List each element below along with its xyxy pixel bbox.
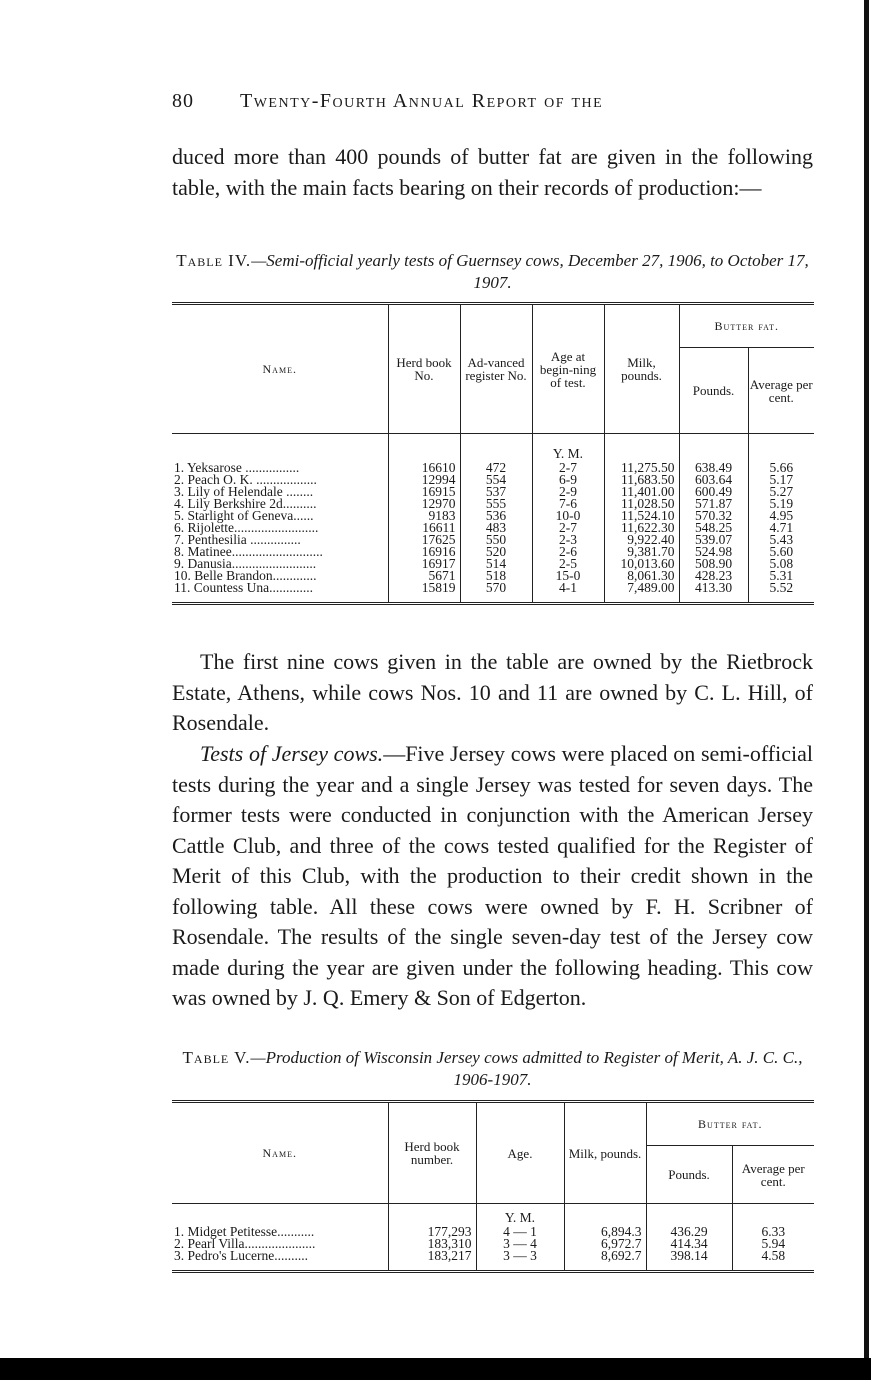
cell-herd: 9183 (388, 510, 460, 522)
cell-milk: 6,894.3 (564, 1226, 646, 1238)
cell-name: 3. Lily of Helendale ........ (174, 484, 314, 499)
age-units: Y. M. (532, 434, 604, 463)
cell-name: 1. Yeksarose ................ (174, 460, 300, 475)
cell-avg: 5.27 (748, 486, 814, 498)
cell-avg: 5.43 (748, 534, 814, 546)
cell-milk: 11,275.50 (604, 462, 679, 474)
col-adv-header: Ad-vanced register No. (460, 304, 532, 434)
intro-text: duced more than 400 pounds of butter fat are given in the following table, with the main facts bearing on their records of production:— (172, 144, 813, 200)
col-milk-header: Milk, pounds. (604, 304, 679, 434)
cell-herd: 12994 (388, 474, 460, 486)
cell-milk: 8,061.30 (604, 570, 679, 582)
page-number: 80 (172, 90, 194, 112)
t5-col-herd-header: Herd book number. (388, 1102, 476, 1204)
intro-paragraph (172, 142, 813, 203)
cell-age: 4 — 1 (476, 1226, 564, 1238)
t5-age-units: Y. M. (476, 1204, 564, 1227)
cell-avg: 4.95 (748, 510, 814, 522)
cell-name: 7. Penthesilia ............... (174, 532, 301, 547)
cell-name: 6. Rijolette......................... (174, 520, 319, 535)
cell-herd: 183,310 (388, 1238, 476, 1250)
cell-milk: 7,489.00 (604, 582, 679, 604)
col-avg-header: Average per cent. (748, 348, 814, 434)
cell-name: 2. Pearl Villa..................... (174, 1236, 316, 1251)
cell-age: 7-6 (532, 498, 604, 510)
cell-adv: 514 (460, 558, 532, 570)
table-5-body (172, 1204, 814, 1272)
jersey-paragraph (172, 739, 813, 1014)
cell-pounds: 603.64 (679, 474, 748, 486)
t5-butter-fat-header: Butter fat. (646, 1102, 814, 1146)
cell-adv: 550 (460, 534, 532, 546)
cell-milk: 6,972.7 (564, 1238, 646, 1250)
cell-name: 8. Matinee........................... (174, 544, 323, 559)
cell-name: 5. Starlight of Geneva...... (174, 508, 314, 523)
cell-milk: 11,622.30 (604, 522, 679, 534)
col-herd-header: Herd book No. (388, 304, 460, 434)
table-4-label: Table IV. (176, 251, 252, 270)
cell-milk: 9,922.40 (604, 534, 679, 546)
cell-age: 6-9 (532, 474, 604, 486)
cell-age: 2-7 (532, 462, 604, 474)
cell-name: 11. Countess Una............. (172, 582, 388, 604)
cell-pounds: 548.25 (679, 522, 748, 534)
t5-col-milk-header: Milk, pounds. (564, 1102, 646, 1204)
cell-age: 4-1 (532, 582, 604, 604)
cell-avg: 5.08 (748, 558, 814, 570)
cell-pounds: 600.49 (679, 486, 748, 498)
cell-age: 2-6 (532, 546, 604, 558)
cell-pounds: 524.98 (679, 546, 748, 558)
table-4-title: —Semi-official yearly tests of Guernsey cows, December 27, 1906, to October 17, 1907. (251, 251, 809, 292)
cell-age: 15-0 (532, 570, 604, 582)
cell-milk: 10,013.60 (604, 558, 679, 570)
t5-col-age-header: Age. (476, 1102, 564, 1204)
cell-pounds: 508.90 (679, 558, 748, 570)
cell-pounds: 570.32 (679, 510, 748, 522)
cell-age: 10-0 (532, 510, 604, 522)
running-head (172, 90, 822, 113)
cell-avg: 5.19 (748, 498, 814, 510)
table-5 (172, 1100, 814, 1273)
page-edge-rule (864, 0, 869, 1380)
cell-milk: 11,028.50 (604, 498, 679, 510)
cell-herd: 16611 (388, 522, 460, 534)
cell-herd: 15819 (388, 582, 460, 604)
cell-adv: 555 (460, 498, 532, 510)
jersey-text: —Five Jersey cows were placed on semi-official tests during the year and a single Jersey was tested for seven days. The former tests were conducted in conjunction with the American Jersey Cattle Club, and three of the cows tested qualified for the Register of Merit of this Club, with the production to their credit shown in the following table. All these cows were owned by F. H. Scribner of Rosendale. The results of the single seven-day test of the Jersey cow made during the year are given under the following heading. This cow was owned by J. Q. Emery & Son of Edgerton. (172, 741, 813, 1010)
jersey-heading: Tests of Jersey cows. (200, 741, 384, 766)
cell-name: 1. Midget Petitesse........... (174, 1224, 315, 1239)
cell-avg: 5.94 (732, 1238, 814, 1250)
cell-avg: 5.52 (748, 582, 814, 604)
cell-herd: 12970 (388, 498, 460, 510)
table-5-row (172, 1250, 814, 1272)
col-age-header: Age at begin-ning of test. (532, 304, 604, 434)
ownership-text: The first nine cows given in the table are owned by the Rietbrock Estate, Athens, while cows Nos. 10 and 11 are owned by C. L. Hill, of Rosendale. (172, 649, 813, 735)
cell-milk: 11,524.10 (604, 510, 679, 522)
cell-herd: 5671 (388, 570, 460, 582)
cell-pounds: 638.49 (679, 462, 748, 474)
cell-pounds: 398.14 (646, 1250, 732, 1272)
cell-pounds: 539.07 (679, 534, 748, 546)
table-4-caption (172, 250, 813, 294)
cell-adv: 483 (460, 522, 532, 534)
cell-milk: 8,692.7 (564, 1250, 646, 1272)
cell-herd: 16916 (388, 546, 460, 558)
cell-adv: 537 (460, 486, 532, 498)
cell-name: 9. Danusia......................... (174, 556, 317, 571)
cell-herd: 177,293 (388, 1226, 476, 1238)
cell-herd: 17625 (388, 534, 460, 546)
cell-adv: 570 (460, 582, 532, 604)
table-4-body (172, 434, 814, 604)
cell-avg: 4.71 (748, 522, 814, 534)
t5-col-avg-header: Average per cent. (732, 1146, 814, 1204)
cell-age: 3 — 3 (476, 1250, 564, 1272)
col-pounds-header: Pounds. (679, 348, 748, 434)
cell-avg: 5.31 (748, 570, 814, 582)
cell-avg: 5.60 (748, 546, 814, 558)
cell-pounds: 428.23 (679, 570, 748, 582)
cell-milk: 11,683.50 (604, 474, 679, 486)
scan-bottom-edge (0, 1358, 871, 1380)
table-5-caption (172, 1047, 813, 1091)
running-title: Twenty-Fourth Annual Report of the (240, 90, 604, 112)
cell-adv: 520 (460, 546, 532, 558)
cell-herd: 16915 (388, 486, 460, 498)
butter-fat-header: Butter fat. (679, 304, 814, 348)
cell-age: 2-7 (532, 522, 604, 534)
cell-age: 2-5 (532, 558, 604, 570)
col-name-header: Name. (172, 304, 388, 434)
table-4 (172, 302, 814, 605)
cell-age: 2-9 (532, 486, 604, 498)
cell-name: 10. Belle Brandon............. (174, 568, 317, 583)
cell-avg: 4.58 (732, 1250, 814, 1272)
cell-avg: 5.66 (748, 462, 814, 474)
cell-adv: 518 (460, 570, 532, 582)
cell-avg: 5.17 (748, 474, 814, 486)
cell-pounds: 571.87 (679, 498, 748, 510)
cell-pounds: 413.30 (679, 582, 748, 604)
cell-milk: 9,381.70 (604, 546, 679, 558)
cell-pounds: 436.29 (646, 1226, 732, 1238)
cell-name: 4. Lily Berkshire 2d.......... (174, 496, 317, 511)
ownership-paragraph (172, 647, 813, 739)
cell-pounds: 414.34 (646, 1238, 732, 1250)
cell-adv: 554 (460, 474, 532, 486)
cell-adv: 472 (460, 462, 532, 474)
cell-name: 3. Pedro's Lucerne.......... (172, 1250, 388, 1272)
table-4-row (172, 582, 814, 604)
table-5-title: —Production of Wisconsin Jersey cows admitted to Register of Merit, A. J. C. C., 1906-1907. (250, 1048, 803, 1089)
cell-milk: 11,401.00 (604, 486, 679, 498)
table-5-label: Table V. (182, 1048, 251, 1067)
cell-herd: 16917 (388, 558, 460, 570)
t5-col-name-header: Name. (172, 1102, 388, 1204)
cell-herd: 183,217 (388, 1250, 476, 1272)
cell-avg: 6.33 (732, 1226, 814, 1238)
cell-adv: 536 (460, 510, 532, 522)
cell-name: 2. Peach O. K. .................. (174, 472, 317, 487)
cell-herd: 16610 (388, 462, 460, 474)
cell-age: 3 — 4 (476, 1238, 564, 1250)
t5-col-pounds-header: Pounds. (646, 1146, 732, 1204)
cell-age: 2-3 (532, 534, 604, 546)
